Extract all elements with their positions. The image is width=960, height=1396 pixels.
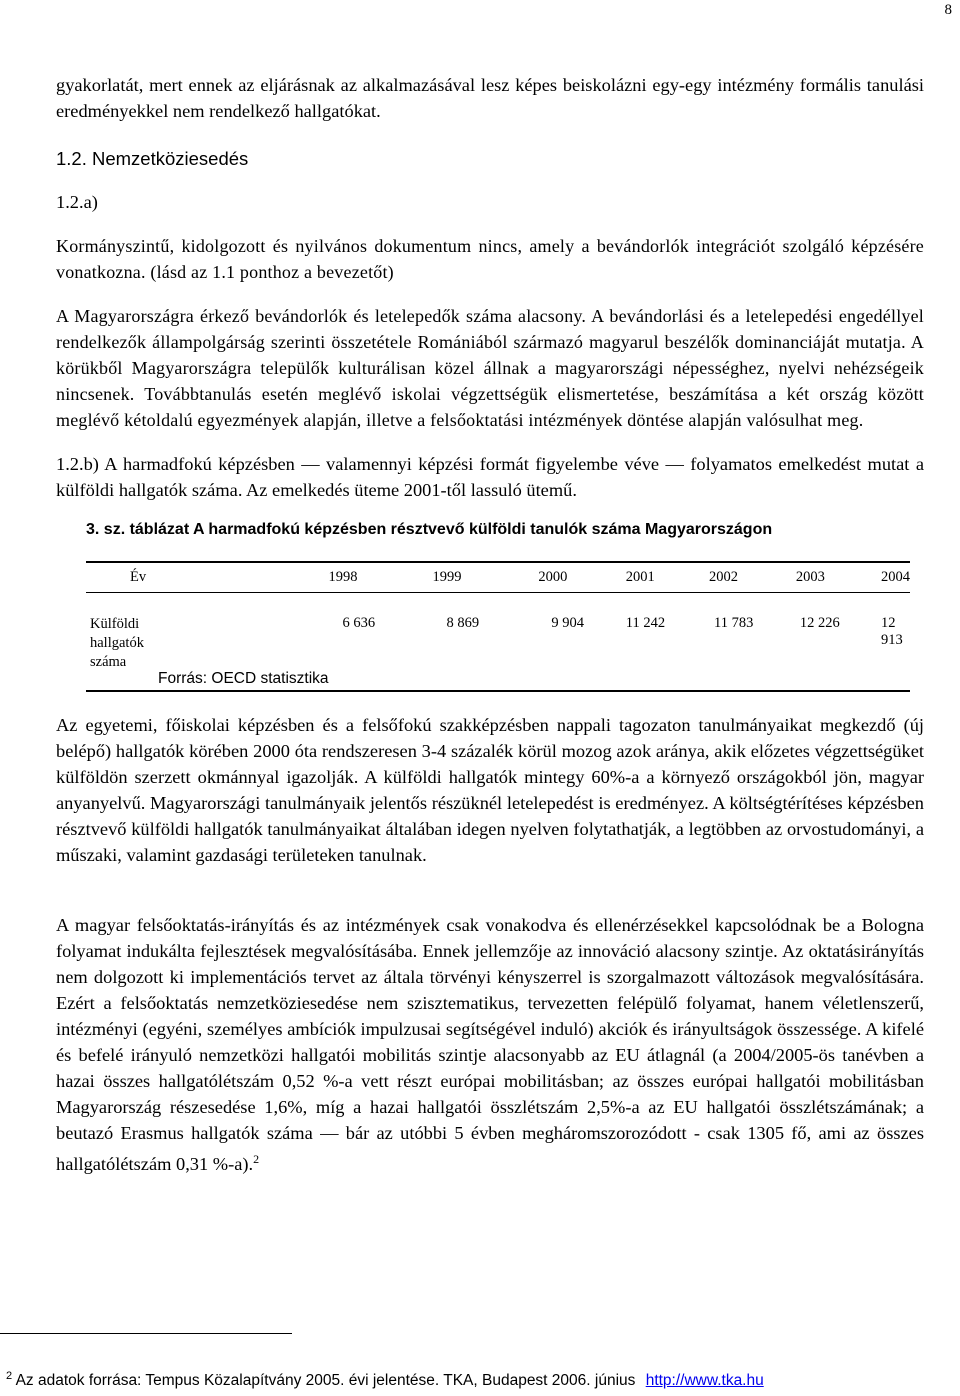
footnote-link[interactable]: http://www.tka.hu <box>645 1372 764 1390</box>
row-label: Külföldi hallgatók száma <box>90 616 144 670</box>
foreign-students-table <box>86 561 910 692</box>
universities-paragraph: Az egyetemi, főiskolai képzésben és a felsőfokú szakképzésben nappali tagozaton tanulmányaikat megkezdő (új belépő) hallgatók körében 2000 óta rendszeresen 3-4 százalék körül mozog azok aránya, akik előzetes végzettségüket külföldön szerzett okmánnyal igazolják. A külföldi hallgatók mintegy 60%-a a környező országokból jön, magyar anyanyelvű. Magyarországi tanulmányaik jelentős részüknél letelepedést is eredményez. A költségtérítéses képzésben résztvevő külföldi hallgatók tanulmányaikat általában idegen nyelven folytathatják, a legtöbben az orvostudományi, a műszaki, valamint gazdasági területeken tanulnak. <box>56 715 924 865</box>
header-label: Év <box>86 562 329 593</box>
governance-paragraph <box>56 912 924 1177</box>
footnote-separator <box>0 1333 292 1334</box>
year-cell: 1998 <box>329 562 433 593</box>
footnote-text: Az adatok forrása: Tempus Közalapítvány 2005. évi jelentése. TKA, Budapest 2006. június <box>15 1372 636 1390</box>
document-body <box>56 72 924 1177</box>
section-heading: 1.2. Nemzetköziesedés <box>56 148 249 169</box>
subsection-a-paragraph: Kormányszintű, kidolgozott és nyilvános dokumentum nincs, amely a bevándorlók integrációt szolgáló képzésére vonatkozna. (lásd az 1.1 ponthoz a bevezetőt) <box>56 236 924 282</box>
year-cell: 2001 <box>626 562 709 593</box>
footnote-reference[interactable]: 2 <box>253 1152 260 1166</box>
year-cell: 1999 <box>433 562 539 593</box>
table-data-row <box>86 593 910 692</box>
governance-text: A magyar felsőoktatás-irányítás és az intézmények csak vonakodva és ellenérzésekkel kapcsolódnak be a Bologna folyamat indukálta fejlesztések megvalósításába. Ennek jellemzője az innováció alacsony szintje. Az oktatásirányítás nem dolgozott ki implementációs tervet az általa törvényi kényszerrel is szorgalmazott változások megvalósítására. Ezért a felsőoktatás nemzetköziesedése nem szisztematikus, tervezetten felépülő folyamat, hanem véletlenszerű, intézményi (egyéni, személyes ambíciók impulzusai segítségével induló) akciók és irányultságok összessége. A kifelé és befelé irányuló nemzetközi hallgatói mobilitás szintje alacsonyabb az EU átlagnál (a 2004/2005-ös tanévben a hazai összes hallgatólétszám 0,52 %-a vett részt európai mobilitásban; az összes európai hallgatói mobilitásban Magyarország részesedése 1,6%, míg a hazai hallgatói összlétszám 2,5%-a az EU hallgatói összlétszámának; a beutazó Erasmus hallgatók száma — bár az utóbbi 5 évben megháromszorozódott - csak 1305 fő, ami az összes hallgatólétszám 0,31 %-a). <box>56 915 924 1175</box>
value-cell: 12 226 <box>796 593 881 692</box>
value-cell: 12 913 <box>881 593 910 692</box>
year-cell: 2004 <box>881 562 910 593</box>
value-cell: 11 783 <box>709 593 796 692</box>
table-title: 3. sz. táblázat A harmadfokú képzésben résztvevő külföldi tanulók száma Magyarországon <box>86 521 773 538</box>
year-cell: 2002 <box>709 562 796 593</box>
immigrants-paragraph: A Magyarországra érkező bevándorlók és letelepedők száma alacsony. A bevándorlási és a letelepedési engedéllyel rendelkezők állampolgárság szerinti összetétele Romániából származó magyarul beszélők dominanciáját mutatja. A körükből Magyarországra települők kulturálisan közel állnak a magyarországi népességhez, nyelvi nehézségeik nincsenek. Továbbtanulás esetén meglévő iskolai végzettségük elismertetése, beszámítása a két ország között meglévő kétoldalú egyezmények alapján, illetve a felsőoktatási intézmények döntése alapján valósulhat meg. <box>56 306 924 430</box>
intro-paragraph: gyakorlatát, mert ennek az eljárásnak az alkalmazásával lesz képes beiskolázni egy-egy intézmény formális tanulási eredményekkel nem rendelkező hallgatókat. <box>56 75 924 121</box>
value-cell: 6 636 <box>329 593 433 692</box>
table-source: Forrás: OECD statisztika <box>158 670 329 687</box>
year-cell: 2003 <box>796 562 881 593</box>
footnote-number: 2 <box>6 1370 13 1382</box>
value-cell: 8 869 <box>433 593 539 692</box>
value-cell: 11 242 <box>626 593 709 692</box>
page-number: 8 <box>944 2 952 18</box>
year-cell: 2000 <box>538 562 625 593</box>
subsection-a-label: 1.2.a) <box>56 192 98 212</box>
table-header-row <box>86 562 910 593</box>
footnote <box>6 1370 764 1390</box>
value-cell: 9 904 <box>538 593 625 692</box>
subsection-b-paragraph: 1.2.b) A harmadfokú képzésben — valamennyi képzési formát figyelembe véve — folyamatos emelkedést mutat a külföldi hallgatók száma. Az emelkedés üteme 2001-től lassuló ütemű. <box>56 454 924 500</box>
